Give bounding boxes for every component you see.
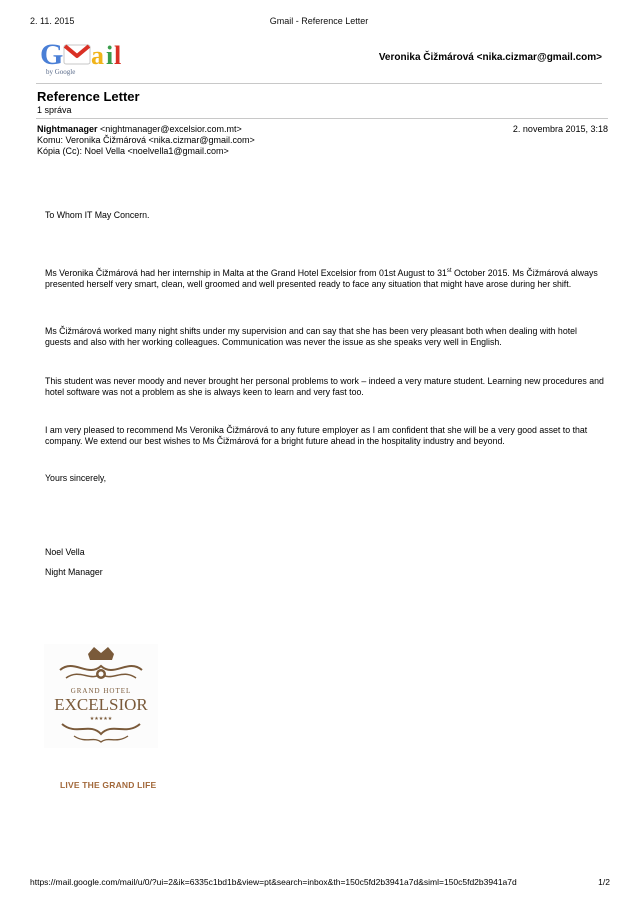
svg-text:a: a — [91, 41, 104, 70]
page-url-link[interactable]: https://mail.google.com/mail/u/0/?ui=2&ik=6335c1bd1b&view=pt&search=inbox&th=150c5fd2b3941a7d&siml=150c5fd2b3941a7d — [30, 877, 517, 887]
closing: Yours sincerely, — [45, 473, 107, 483]
divider — [36, 118, 608, 119]
logo-byline: by Google — [46, 68, 76, 76]
signature-title: Night Manager — [45, 567, 103, 577]
sender-name: Nightmanager — [37, 124, 98, 134]
recipient-to: Komu: Veronika Čižmárová <nika.cizmar@gmail.com> — [37, 135, 255, 145]
greeting: To Whom IT May Concern. — [45, 210, 150, 220]
ordinal-suffix: st — [446, 268, 452, 275]
recipient-cc: Kópia (Cc): Noel Vella <noelvella1@gmail.com> — [37, 146, 229, 156]
paragraph-1-end: October 2015. Ms Čižmárová always presented herself very smart, clean, well groomed and well presented ready to face any situation that might have arose during her shift. — [45, 268, 598, 289]
signature-name: Noel Vella — [45, 547, 85, 557]
paragraph-3: This student was never moody and never brought her personal problems to work – indeed a very mature student. Learning new procedures and hotel software was not a problem as she is always keen to learn and very fast too. — [45, 376, 604, 397]
account-email: Veronika Čižmárová <nika.cizmar@gmail.com> — [378, 52, 602, 63]
gmail-logo[interactable] — [40, 34, 135, 78]
message-date: 2. novembra 2015, 3:18 — [512, 124, 608, 134]
paragraph-1-start: Ms Veronika Čižmárová had her internship in Malta at the Grand Hotel Excelsior from 01st August to 31 — [45, 268, 447, 278]
paragraph-2: Ms Čižmárová worked many night shifts under my supervision and can say that she has been very pleasant both when dealing with hotel guests and also with her working colleagues. Communication was never the issue as she speaks very well in English. — [45, 326, 578, 347]
crest-icon — [44, 644, 158, 748]
hotel-crest-logo — [44, 644, 158, 748]
gmail-logo-icon — [40, 34, 135, 78]
svg-text:G: G — [40, 38, 64, 71]
hotel-tagline: LIVE THE GRAND LIFE — [60, 780, 157, 790]
crest-line2: EXCELSIOR — [54, 695, 148, 714]
print-date: 2. 11. 2015 — [30, 16, 75, 26]
message-count: 1 správa — [37, 105, 72, 115]
crest-stars: ★★★★★ — [89, 716, 113, 722]
svg-text:i: i — [106, 41, 114, 70]
divider — [36, 83, 602, 84]
paragraph-1 — [45, 268, 605, 290]
crest-line1: GRAND HOTEL — [70, 687, 132, 695]
sender-email: <nightmanager@excelsior.com.mt> — [97, 124, 242, 134]
paragraph-4: I am very pleased to recommend Ms Veronika Čižmárová to any future employer as I am confident that she will be a very good asset to that company. We extend our best wishes to Ms Čižmárová for a bright future ahead in the hospitality industry and beyond. — [45, 425, 588, 446]
print-title: Gmail - Reference Letter — [269, 16, 369, 26]
sender — [37, 124, 242, 135]
page-number: 1/2 — [598, 877, 610, 887]
thread-subject: Reference Letter — [37, 89, 140, 104]
svg-text:l: l — [114, 41, 122, 70]
